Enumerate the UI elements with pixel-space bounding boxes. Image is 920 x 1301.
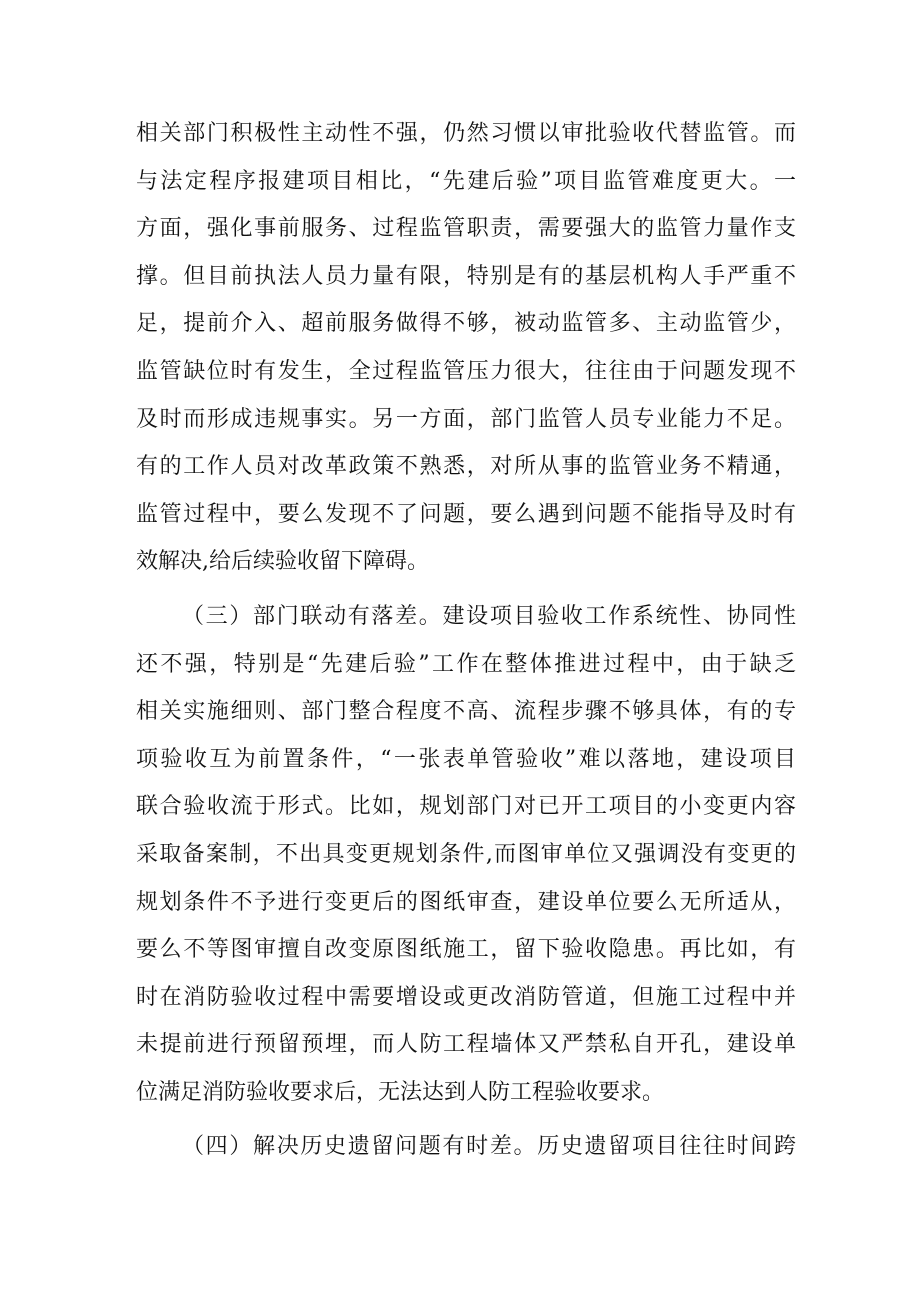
text-line: 位满足消防验收要求后，无法达到人防工程验收要求。	[136, 1079, 665, 1105]
text-line: 撑。但目前执法人员力量有限，特别是有的基层机构人手严重不	[136, 263, 796, 289]
paragraph	[136, 1123, 796, 1171]
text-line: 效解决,给后续验收留下障碍。	[136, 549, 429, 575]
text-line: 时在消防验收过程中需要增设或更改消防管道，但施工过程中并	[136, 984, 796, 1010]
text-line: 相关部门积极性主动性不强，仍然习惯以审批验收代替监管。而	[136, 121, 796, 146]
text-line: 监管缺位时有发生，全过程监管压力很大，往往由于问题发现不	[136, 358, 796, 384]
paragraph	[136, 110, 796, 586]
text-line: 联合验收流于形式。比如，规划部门对已开工项目的小变更内容	[136, 794, 796, 820]
paragraph	[136, 593, 796, 1117]
text-line: 还不强，特别是“先建后验”工作在整体推进过程中，由于缺乏	[136, 651, 796, 677]
text-line: 与法定程序报建项目相比，“先建后验”项目监管难度更大。一	[136, 168, 796, 194]
text-line: 及时而形成违规事实。另一方面，部门监管人员专业能力不足。	[136, 406, 796, 432]
text-line: 相关实施细则、部门整合程度不高、流程步骤不够具体，有的专	[136, 699, 796, 725]
text-line: 未提前进行预留预埋，而人防工程墙体又严禁私自开孔，建设单	[136, 1032, 796, 1058]
text-line: 项验收互为前置条件，“一张表单管验收”难以落地，建设项目	[136, 746, 796, 772]
document-body	[136, 110, 796, 1171]
text-line: 规划条件不予进行变更后的图纸审查，建设单位要么无所适从，	[136, 889, 796, 915]
text-line: 采取备案制，不出具变更规划条件,而图审单位又强调没有变更的	[136, 841, 796, 867]
text-line: 有的工作人员对改革政策不熟悉，对所从事的监管业务不精通，	[136, 454, 796, 480]
text-line: （四）解决历史遗留问题有时差。历史遗留项目往往时间跨	[182, 1134, 796, 1160]
text-line: 足，提前介入、超前服务做得不够，被动监管多、主动监管少，	[136, 311, 796, 337]
text-line: 监管过程中，要么发现不了问题，要么遇到问题不能指导及时有	[136, 501, 796, 527]
text-line: 要么不等图审擅自改变原图纸施工，留下验收隐患。再比如，有	[136, 937, 796, 963]
text-line: 方面，强化事前服务、过程监管职责，需要强大的监管力量作支	[136, 216, 796, 242]
text-line: （三）部门联动有落差。建设项目验收工作系统性、协同性	[182, 603, 796, 629]
